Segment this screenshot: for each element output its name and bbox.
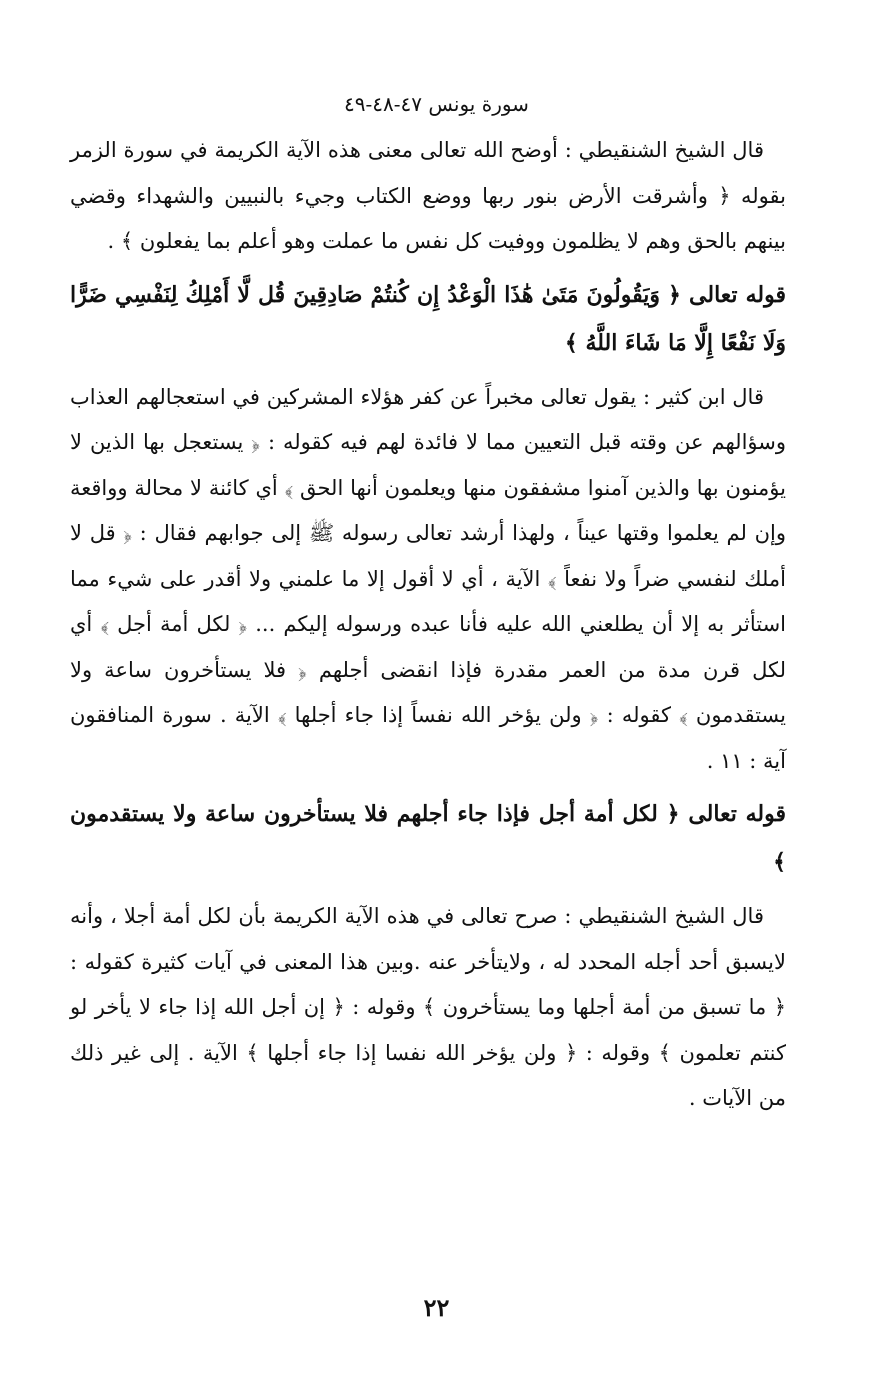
page-body xyxy=(70,128,786,1122)
commentary-ibn-kathir: قال ابن كثير : يقول تعالى مخبراً عن كفر هؤلاء المشركين في استعجالهم العذاب وسؤالهم عن وقته قبل التعيين مما لا فائدة لهم فيه كقوله : ﴿ يستعجل بها الذين لا يؤمنون بها والذين آمنوا مشفقون منها ويعلمون أنها الحق ﴾ أي كائنة لا محالة وواقعة وإن لم يعلموا وقتها عيناً ، ولهذا أرشد تعالى رسوله ﷺ إلى جوابهم فقال : ﴿ قل لا أملك لنفسي ضراً ولا نفعاً ﴾ الآية ، أي لا أقول إلا ما علمني ولا أقدر على شيء مما استأثر به إلا أن يطلعني الله عليه فأنا عبده ورسوله إليكم ... ﴿ لكل أمة أجل ﴾ أي لكل قرن مدة من العمر مقدرة فإذا انقضى أجلهم ﴿ فلا يستأخرون ساعة ولا يستقدمون ﴾ كقوله : ﴿ ولن يؤخر الله نفساً إذا جاء أجلها ﴾ الآية . سورة المنافقون آية : ١١ . xyxy=(70,384,786,773)
running-header: سورة يونس ٤٧-٤٨-٤٩ xyxy=(344,92,529,116)
verse-lekulli-ummatin-ajal: قوله تعالى ﴿ لكل أمة أجل فإذا جاء أجلهم فلا يستأخرون ساعة ولا يستقدمون ﴾ xyxy=(70,801,786,875)
commentary-shanqiti-ajal: قال الشيخ الشنقيطي : صرح تعالى في هذه الآية الكريمة بأن لكل أمة أجلا ، وأنه لايسبق أحد أجله المحدد له ، ولايتأخر عنه .وبين هذا المعنى في آيات كثيرة كقوله : ﴿ ما تسبق من أمة أجلها وما يستأخرون ﴾ وقوله : ﴿ إن أجل الله إذا جاء لا يأخر لو كنتم تعلمون ﴾ وقوله : ﴿ ولن يؤخر الله نفسا إذا جاء أجلها ﴾ الآية . إلى غير ذلك من الآيات . xyxy=(70,904,786,1110)
page-number: ٢٢ xyxy=(423,1293,450,1322)
commentary-shanqiti-zumar: قال الشيخ الشنقيطي : أوضح الله تعالى معنى هذه الآية الكريمة في سورة الزمر بقوله ﴿ وأشرقت الأرض بنور ربها ووضع الكتاب وجيء بالنبيين والشهداء وقضي بينهم بالحق وهم لا يظلمون ووفيت كل نفس ما عملت وهو أعلم بما يفعلون ﴾ . xyxy=(70,138,786,253)
verse-yunus-48-49: قوله تعالى ﴿ وَيَقُولُونَ مَتَىٰ هَٰذَا الْوَعْدُ إِن كُنتُمْ صَادِقِينَ قُل لَّا أَمْلِكُ لِنَفْسِي ضَرًّا وَلَا نَفْعًا إِلَّا مَا شَاءَ اللَّهُ ﴾ xyxy=(70,281,786,356)
